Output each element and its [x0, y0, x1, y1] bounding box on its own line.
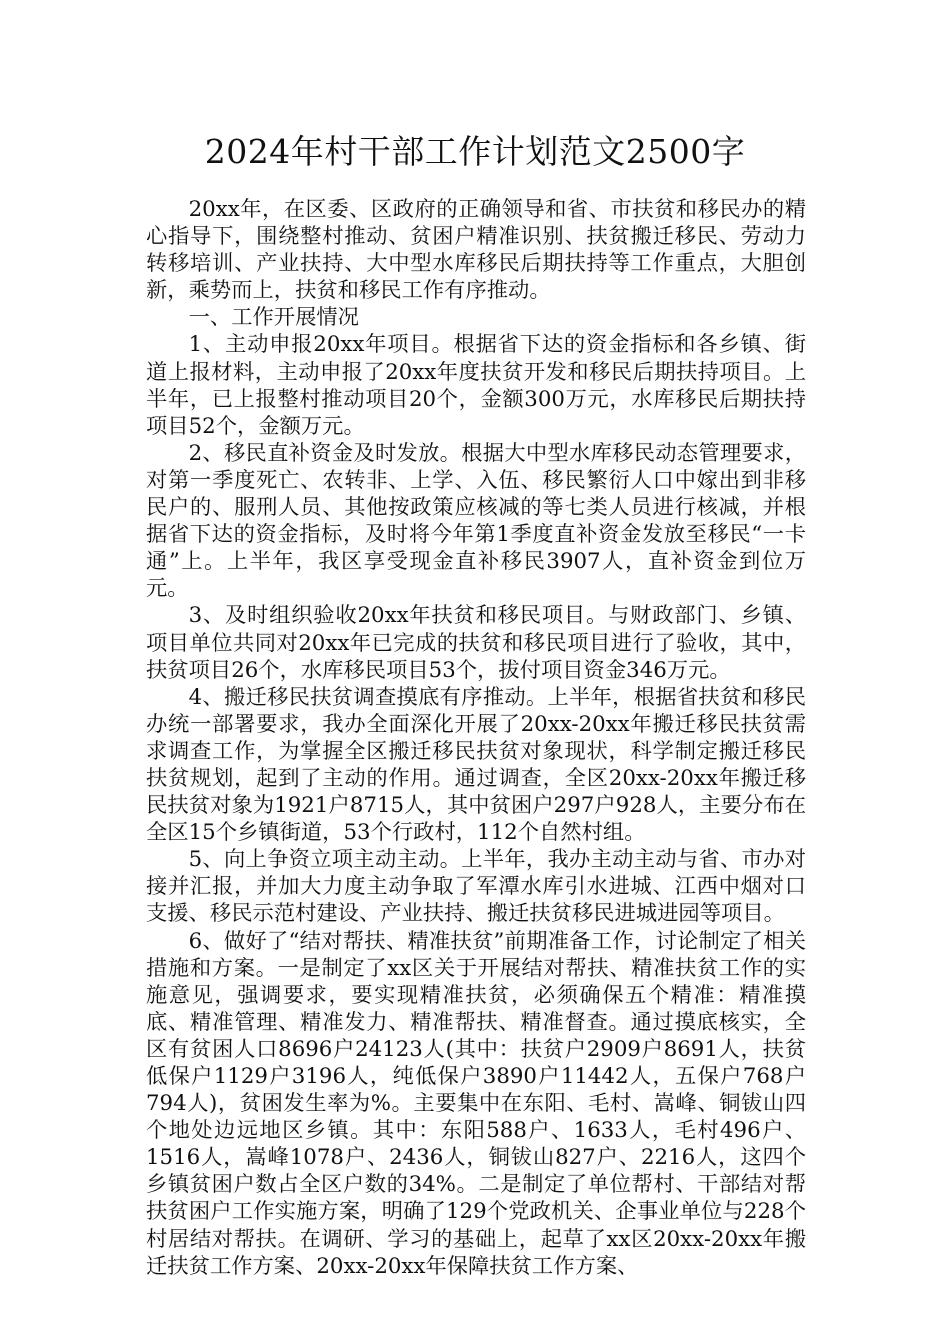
- paragraph-item-2: 2、移民直补资金及时发放。根据大中型水库移民动态管理要求，对第一季度死亡、农转非、上学、入伍、移民繁衍人口中嫁出到非移民户的、服刑人员、其他按政策应核减的等七类人员进行核减，并根据省下达的资金指标，及时将今年第1季度直补资金发放至移民“一卡通”上。上半年，我区享受现金直补移民3907人，直补资金到位万元。: [146, 440, 806, 602]
- paragraph-intro: 20xx年，在区委、区政府的正确领导和省、市扶贫和移民办的精心指导下，围绕整村推动、贫困户精准识别、扶贫搬迁移民、劳动力转移培训、产业扶持、大中型水库移民后期扶持等工作重点，大胆创新，乘势而上，扶贫和移民工作有序推动。: [146, 197, 806, 304]
- paragraph-item-4: 4、搬迁移民扶贫调查摸底有序推动。上半年，根据省扶贫和移民办统一部署要求，我办全面深化开展了20xx-20xx年搬迁移民扶贫需求调查工作，为掌握全区搬迁移民扶贫对象现状，科学制定搬迁移民扶贫规划，起到了主动的作用。通过调查，全区20xx-20xx年搬迁移民扶贫对象为1921户8715人，其中贫困户297户928人，主要分布在全区15个乡镇街道，53个行政村，112个自然村组。: [146, 684, 806, 846]
- document-title: 2024年村干部工作计划范文2500字: [204, 132, 746, 171]
- paragraph-item-3: 3、及时组织验收20xx年扶贫和移民项目。与财政部门、乡镇、项目单位共同对20xx年已完成的扶贫和移民项目进行了验收，其中，扶贫项目26个，水库移民项目53个，拔付项目资金346万元。: [146, 603, 806, 683]
- paragraph-item-6: 6、做好了“结对帮扶、精准扶贫”前期准备工作，讨论制定了相关措施和方案。一是制定了xx区关于开展结对帮扶、精准扶贫工作的实施意见，强调要求，要实现精准扶贫，必须确保五个精准：精准摸底、精准管理、精准发力、精准帮扶、精准督查。通过摸底核实，全区有贫困人口8696户24123人(其中：扶贫户2909户8691人，扶贫低保户1129户3196人，纯低保户3890户11442人，五保户768户794人)，贫困发生率为%。主要集中在东阳、毛村、嵩峰、铜钹山四个地处边远地区乡镇。其中：东阳588户、1633人，毛村496户、1516人，嵩峰1078户、2436人，铜钹山827户、2216人，这四个乡镇贫困户数占全区户数的34%。二是制定了单位帮村、干部结对帮扶贫困户工作实施方案，明确了129个党政机关、企事业单位与228个村居结对帮扶。在调研、学习的基础上，起草了xx区20xx-20xx年搬迁扶贫工作方案、20xx-20xx年保障扶贫工作方案、: [146, 928, 806, 1279]
- section-heading-work-progress: 一、工作开展情况: [188, 305, 359, 331]
- document-body: [146, 196, 806, 1280]
- paragraph-item-5: 5、向上争资立项主动主动。上半年，我办主动主动与省、市办对接并汇报，并加大力度主动争取了军潭水库引水进城、江西中烟对口支援、移民示范村建设、产业扶持、搬迁扶贫移民进城进园等项目。: [146, 847, 806, 927]
- paragraph-item-1: 1、主动申报20xx年项目。根据省下达的资金指标和各乡镇、街道上报材料，主动申报了20xx年度扶贫开发和移民后期扶持项目。上半年，已上报整村推动项目20个，金额300万元，水库移民后期扶持项目52个，金额万元。: [146, 332, 806, 439]
